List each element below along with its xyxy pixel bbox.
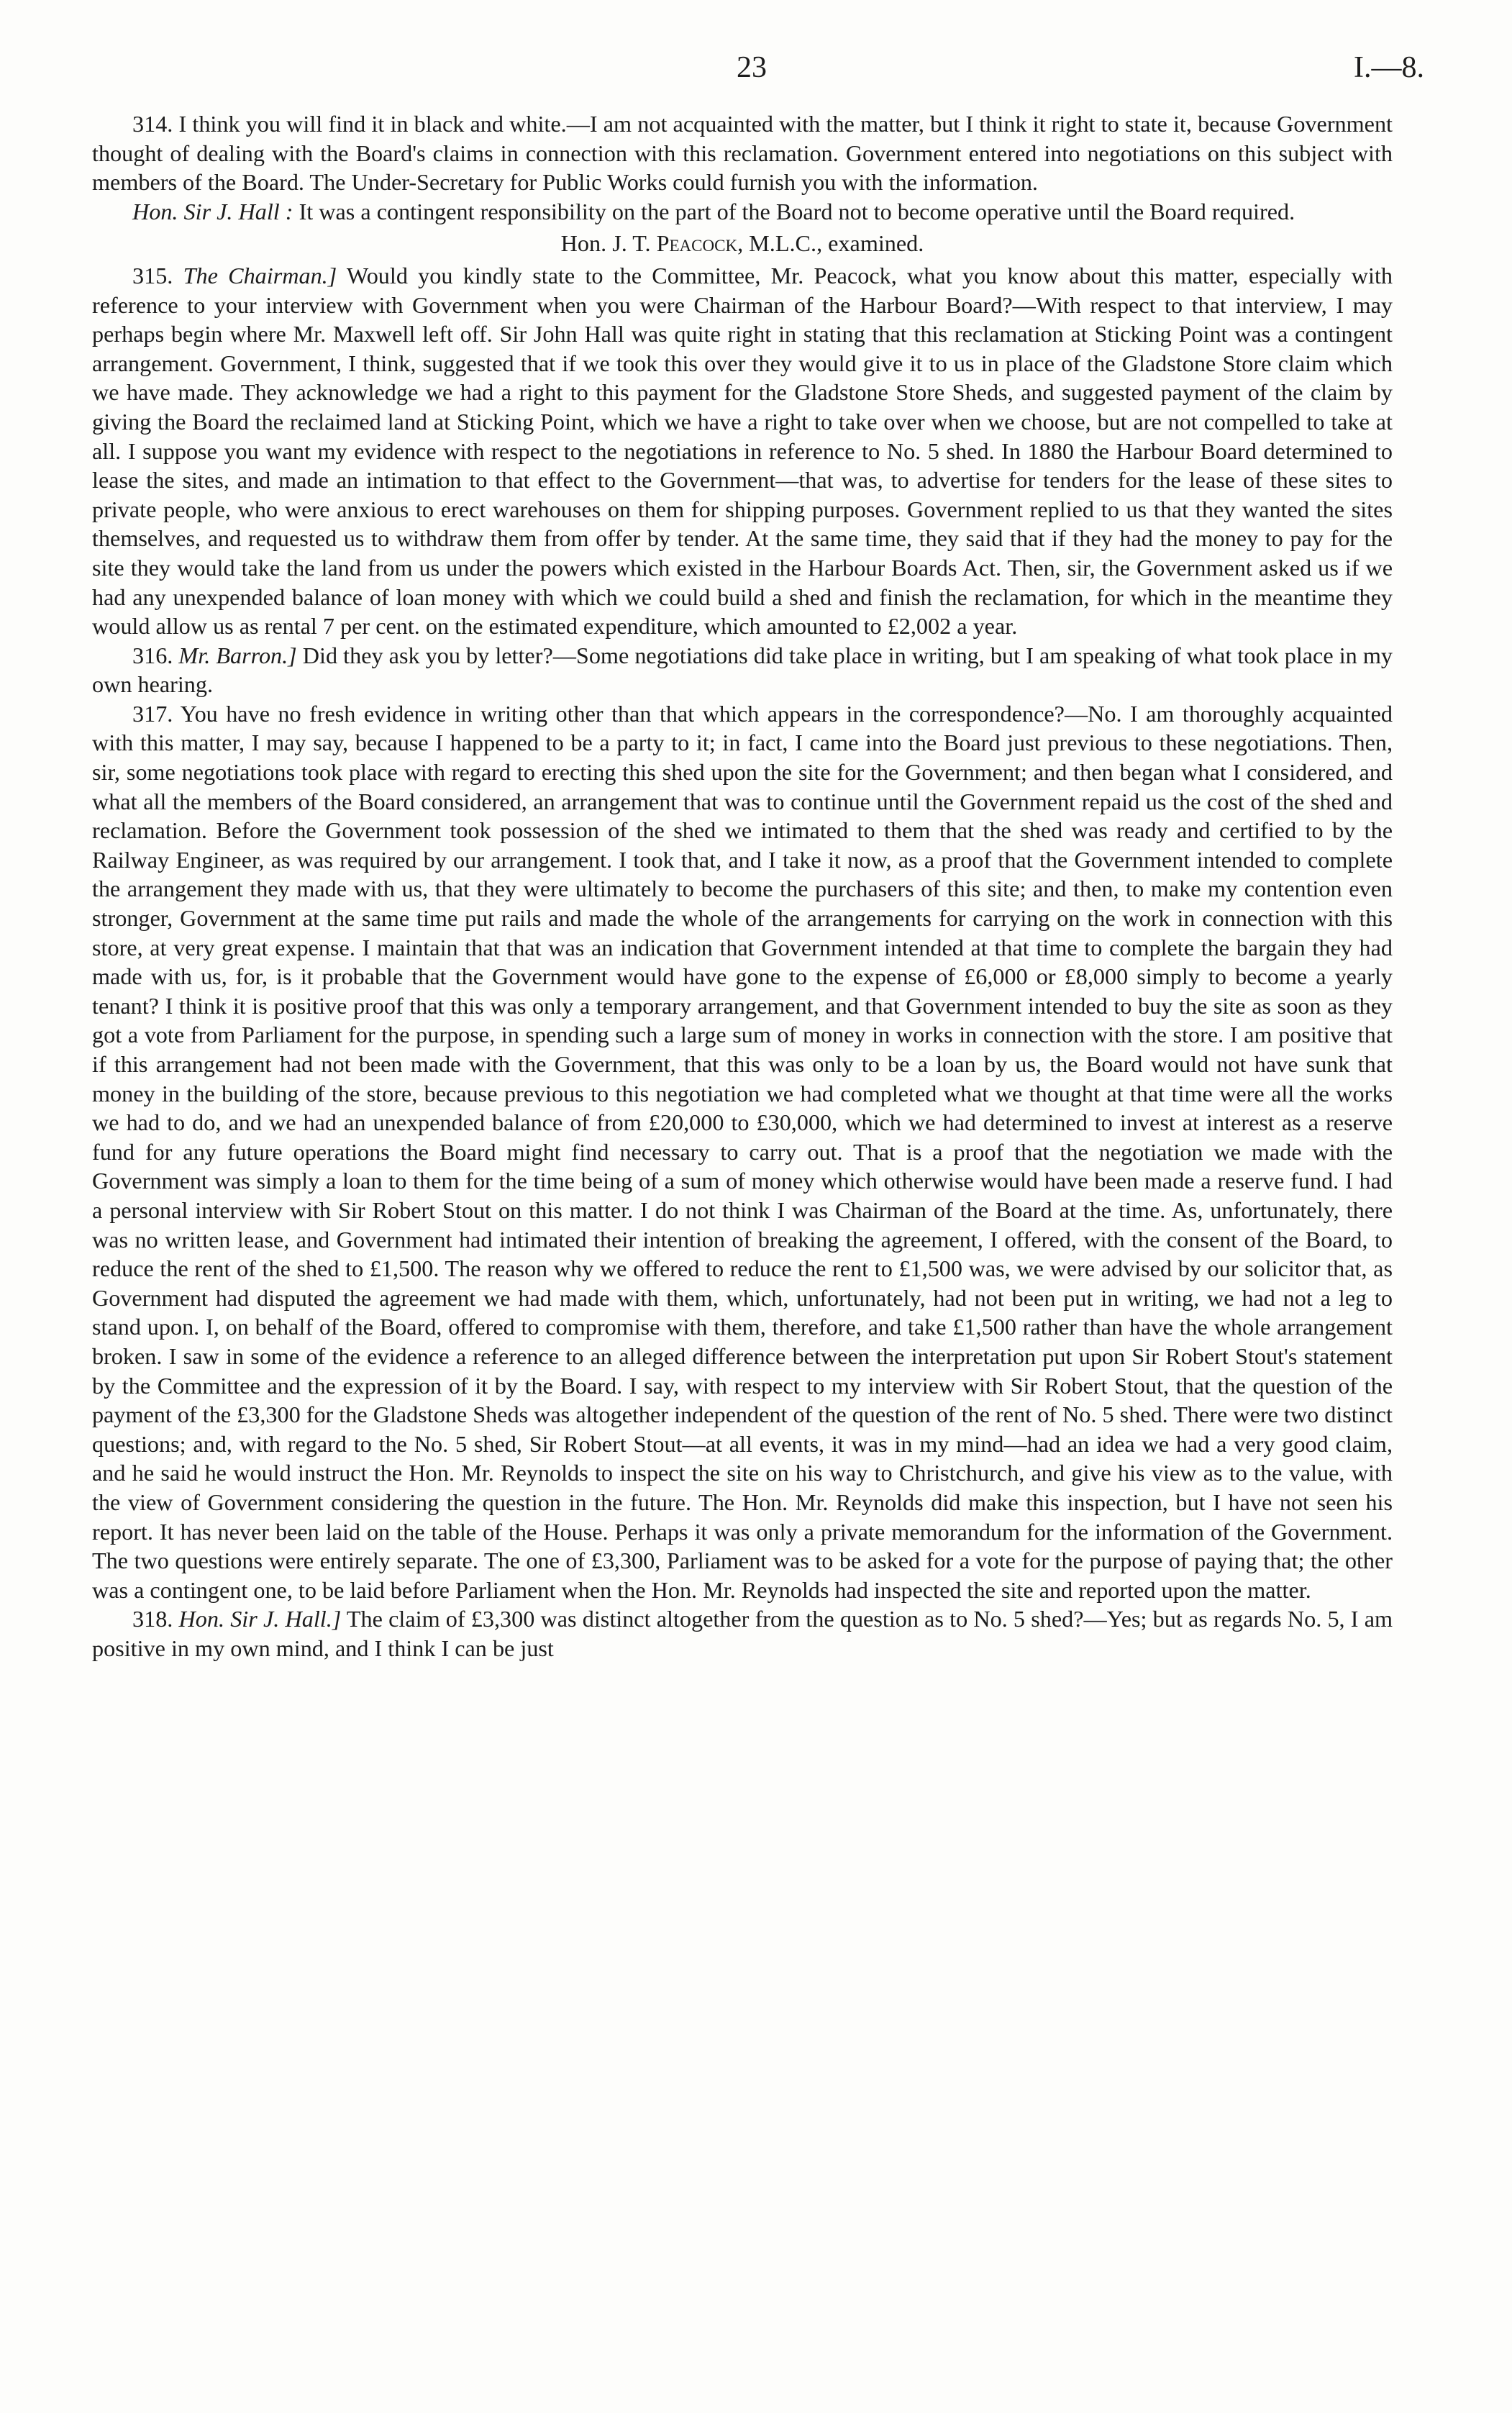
document-reference: I.—8. [1354, 51, 1424, 84]
paragraph-text: 317. You have no fresh evidence in writing other than that which appears in the correspondence?—No. I am thoroughly acquainted with this matter, I may say, because I happened to be a party to it; in fact, I came into the Board just previous to these negotiations. Then, sir, some negotiations took place with regard to erecting this shed upon the site for the Government; and then began what I considered, and what all the members of the Board considered, an arrangement that was to continue until the Government repaid us the cost of the shed and reclamation. Before the Government took possession of the shed we intimated to them that the shed was ready and certified to by the Railway Engineer, as was required by our arrangement. I took that, and I take it now, as a proof that the Government intended to complete the arrangement they made with us, that they were ultimately to become the purchasers of this site; and then, to make my contention even stronger, Government at the same time put rails and made the whole of the arrangements for carrying on the work in connection with this store, at very great expense. I maintain that that was an indication that Government intended at that time to complete the bargain they had made with us, for, is it probable that the Government would have gone to the expense of £6,000 or £8,000 simply to become a yearly tenant? I think it is positive proof that this was only a temporary arrangement, and that Government intended to buy the site as soon as they got a vote from Parliament for the purpose, in spending such a large sum of money in works in connection with the store. I am positive that if this arrangement had not been made with the Government, that this was only to be a loan by us, the Board would not have sunk that money in the building of the store, because previous to this negotiation we had completed what we thought at that time were all the works we had to do, and we had an unexpended balance of from £20,000 to £30,000, which we had determined to invest at interest as a reserve fund for any future operations the Board might find necessary to carry out. That is a proof that the negotiation we made with the Government was simply a loan to them for the time being of a sum of money which otherwise would have been made a reserve fund. I had a personal interview with Sir Robert Stout on this matter. I do not think I was Chairman of the Board at the time. As, unfortunately, there was no written lease, and Government had intimated their intention of breaking the agreement, I offered, with the consent of the Board, to reduce the rent of the shed to £1,500. The reason why we offered to reduce the rent to £1,500 was, we were advised by our solicitor that, as Government had disputed the agreement we had made with them, which, unfortunately, had not been put in writing, we had not a leg to stand upon. I, on behalf of the Board, offered to compromise with them, therefore, and take £1,500 rather than have the whole arrangement broken. I saw in some of the evidence a reference to an alleged difference between the interpretation put upon Sir Robert Stout's statement by the Committee and the expression of it by the Board. I say, with respect to my interview with Sir Robert Stout, that the question of the payment of the £3,300 for the Gladstone Sheds was altogether independent of the question of the rent of No. 5 shed. There were two distinct questions; and, with regard to the No. 5 shed, Sir Robert Stout—at all events, it was in my mind—had an idea we had a very good claim, and he said he would instruct the Hon. Mr. Reynolds to inspect the site on his way to Christchurch, and give his view as to the value, with the view of Government considering the question in the future. The Hon. Mr. Reynolds did make this inspection, but I have not seen his report. It has never been laid on the table of the House. Perhaps it was only a private memorandum for the information of the Government. The two questions were entirely separate. The one of £3,300, Parliament was to be asked for a vote for the purpose of paying that; the other was a contingent one, to be laid before Parliament when the Hon. Mr. Reynolds had inspected the site and reported upon the matter. [92, 700, 1393, 1603]
document-body [92, 109, 1393, 1663]
paragraph-314 [92, 109, 1393, 197]
page-header [79, 50, 1424, 101]
page-number: 23 [737, 51, 767, 84]
question-number: 315. [132, 262, 173, 288]
question-number: 318. [132, 1606, 173, 1632]
paragraph-text: It was a contingent responsibility on the part of the Board not to become operative until the Board required. [293, 198, 1295, 224]
paragraph-315 [92, 261, 1393, 641]
speaker-label: Mr. Barron.] [178, 642, 297, 668]
paragraph-318 [92, 1604, 1393, 1663]
speaker-label: Hon. Sir J. Hall : [132, 198, 293, 224]
speaker-label: The Chairman.] [183, 262, 337, 288]
paragraph-hall-remark [92, 197, 1393, 227]
paragraph-text: 314. I think you will find it in black and white.—I am not acquainted with the matter, but I think it right to state it, because Government thought of dealing with the Board's claims in connection with this reclamation. Government entered into negotiations on this subject with members of the Board. The Under-Secretary for Public Works could furnish you with the information. [92, 111, 1393, 196]
speaker-label: Hon. Sir J. Hall.] [178, 1606, 342, 1632]
witness-name: Peacock [656, 230, 738, 257]
heading-prefix: Hon. J. T. [560, 230, 657, 257]
witness-heading [92, 229, 1393, 258]
paragraph-317 [92, 699, 1393, 1604]
heading-suffix: , M.L.C., examined. [737, 230, 924, 257]
question-number: 316. [132, 642, 173, 668]
paragraph-316 [92, 641, 1393, 699]
paragraph-text: Would you kindly state to the Committee, Mr. Peacock, what you know about this matter, especially with reference to your interview with Government when you were Chairman of the Harbour Board?—With respect to that interview, I may perhaps begin where Mr. Maxwell left off. Sir John Hall was quite right in stating that this reclamation at Sticking Point was a contingent arrangement. Government, I think, suggested that if we took this over they would give it to us in place of the Gladstone Store claim which we have made. They acknowledge we had a right to this payment for the Gladstone Store Sheds, and suggested payment of the claim by giving the Board the reclaimed land at Sticking Point, which we have a right to take over when we choose, but are not compelled to take at all. I suppose you want my evidence with respect to the negotiations in reference to No. 5 shed. In 1880 the Harbour Board determined to lease the sites, and made an intimation to that effect to the Government—that was, to advertise for tenders for the lease of these sites to private people, who were anxious to erect warehouses on them for shipping purposes. Government replied to us that they wanted the sites themselves, and requested us to withdraw them from offer by tender. At the same time, they said that if they had the money to pay for the site they would take the land from us under the powers which existed in the Harbour Boards Act. Then, sir, the Government asked us if we had any unexpended balance of loan money with which we could build a shed and finish the reclamation, for which in the meantime they would allow us as rental 7 per cent. on the estimated expenditure, which amounted to £2,002 a year. [92, 262, 1393, 640]
paragraph-text: The claim of £3,300 was distinct altogether from the question as to No. 5 shed?—Yes; but as regards No. 5, I am positive in my own mind, and I think I can be just [92, 1606, 1393, 1661]
paragraph-text: Did they ask you by letter?—Some negotiations did take place in writing, but I am speaking of what took place in my own hearing. [92, 642, 1393, 698]
